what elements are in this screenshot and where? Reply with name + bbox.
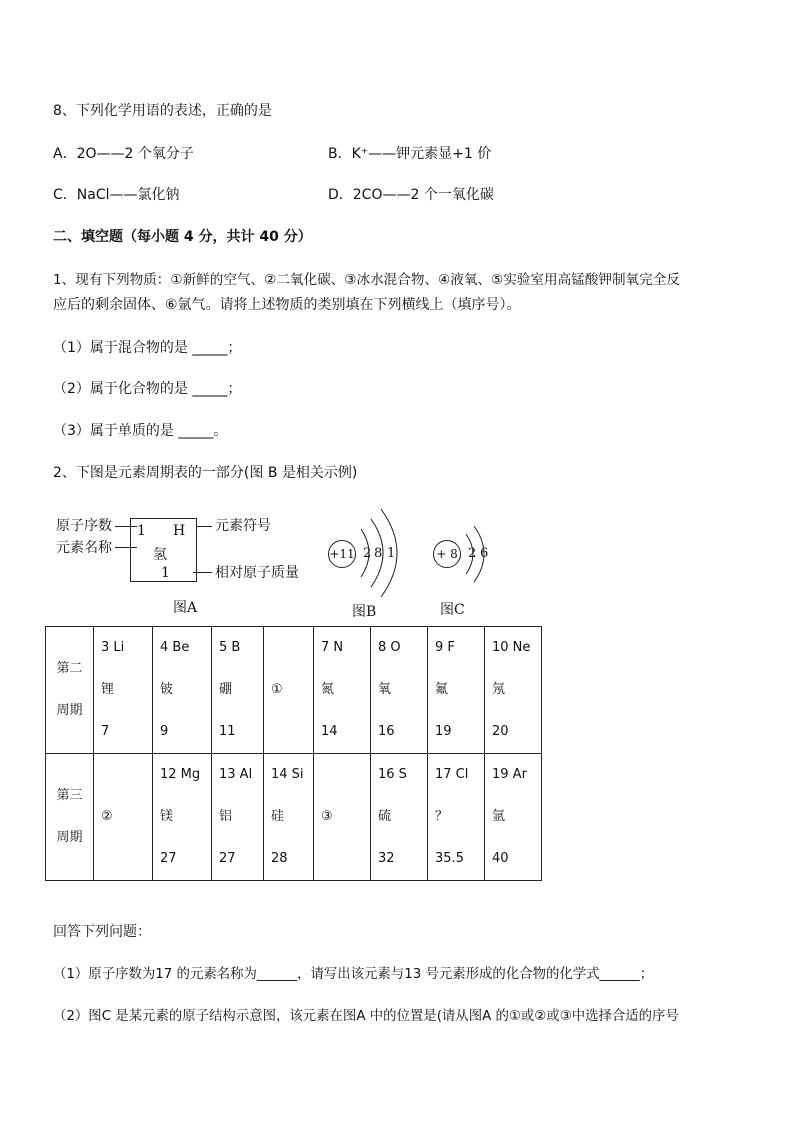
symbol-label: 元素符号: [215, 518, 271, 534]
mass-label: 相对原子质量: [215, 565, 299, 581]
figure-c-atom: [432, 522, 492, 584]
table-cell: ②: [94, 754, 153, 881]
figure-c-caption: 图C: [440, 602, 465, 618]
table-cell: 9 F 氟 19: [428, 627, 485, 754]
nucleus-c: + 8: [433, 540, 461, 568]
table-cell: ③: [314, 754, 371, 881]
table-cell: 14 Si 硅 28: [264, 754, 314, 881]
shell-c-2: 6: [480, 546, 489, 561]
element-card: [130, 518, 197, 582]
table-cell: ①: [264, 627, 314, 754]
row-head-period-2: 第二 周期: [46, 627, 94, 754]
q1-stem-line1: 1、现有下列物质：①新鲜的空气、②二氧化碳、③冰水混合物、④液氧、⑤实验室用高锰酸钾制氧完全反: [53, 272, 680, 288]
table-cell: 13 Al 铝 27: [212, 754, 264, 881]
q8-option-a: A．2O——2 个氧分子: [53, 146, 194, 162]
shell-b-1: 2: [363, 546, 372, 561]
table-cell: 16 S 硫 32: [371, 754, 428, 881]
atomic-number-label: 原子序数: [56, 518, 112, 534]
leader-line-symbol: [196, 526, 212, 527]
q1-part1: （1）属于混合物的是 _____；: [53, 340, 242, 356]
table-cell: 17 Cl ？ 35.5: [428, 754, 485, 881]
nucleus-b: +11: [328, 540, 356, 568]
table-cell: 8 O 氧 16: [371, 627, 428, 754]
table-cell: 7 N 氮 14: [314, 627, 371, 754]
q8-stem: 8、下列化学用语的表述，正确的是: [53, 103, 272, 119]
table-cell: 19 Ar 氩 40: [485, 754, 542, 881]
table-row-period-3: [46, 754, 542, 881]
q1-stem-line2: 应后的剩余固体、⑥氩气。请将上述物质的类别填在下列横线上（填序号）。: [53, 297, 521, 313]
q1-part3: （3）属于单质的是 _____。: [53, 423, 228, 439]
table-cell: 10 Ne 氖 20: [485, 627, 542, 754]
element-name-label: 元素名称: [56, 540, 112, 556]
shell-c-1: 2: [468, 546, 477, 561]
figure-a-caption: 图A: [173, 600, 198, 616]
table-cell: 4 Be 铍 9: [153, 627, 212, 754]
q8-option-b: B．K⁺——钾元素显+1 价: [328, 146, 492, 162]
periodic-table: [45, 626, 542, 881]
card-number: 1: [137, 523, 146, 539]
leader-line-mass: [193, 572, 212, 573]
q2-stem: 2、下图是元素周期表的一部分(图 B 是相关示例): [53, 465, 358, 481]
table-cell: 3 Li 锂 7: [94, 627, 153, 754]
shell-b-2: 8: [374, 546, 383, 561]
q8-option-d: D．2CO——2 个一氧化碳: [328, 187, 494, 203]
card-mass: 1: [161, 565, 170, 581]
section-title: 二、填空题（每小题 4 分，共计 40 分）: [53, 229, 312, 245]
q2-sub1: （1）原子序数为17 的元素名称为______，请写出该元素与13 号元素形成的化合物的化学式______；: [53, 967, 654, 982]
table-cell: 5 B 硼 11: [212, 627, 264, 754]
q1-part2: （2）属于化合物的是 _____；: [53, 381, 242, 397]
card-name: 氢: [153, 547, 167, 563]
table-cell: 12 Mg 镁 27: [153, 754, 212, 881]
card-symbol: H: [173, 523, 186, 539]
q2-sub2: （2）图C 是某元素的原子结构示意图，该元素在图A 中的位置是(请从图A 的①或②或③中选择合适的序号: [53, 1009, 679, 1024]
row-head-period-3: 第三 周期: [46, 754, 94, 881]
shell-b-3: 1: [387, 546, 396, 561]
figure-b-caption: 图B: [352, 604, 377, 620]
table-row-period-2: [46, 627, 542, 754]
answer-intro: 回答下列问题：: [53, 924, 151, 940]
figure-b-atom: [325, 505, 415, 600]
q8-option-c: C．NaCl——氯化钠: [53, 187, 180, 203]
